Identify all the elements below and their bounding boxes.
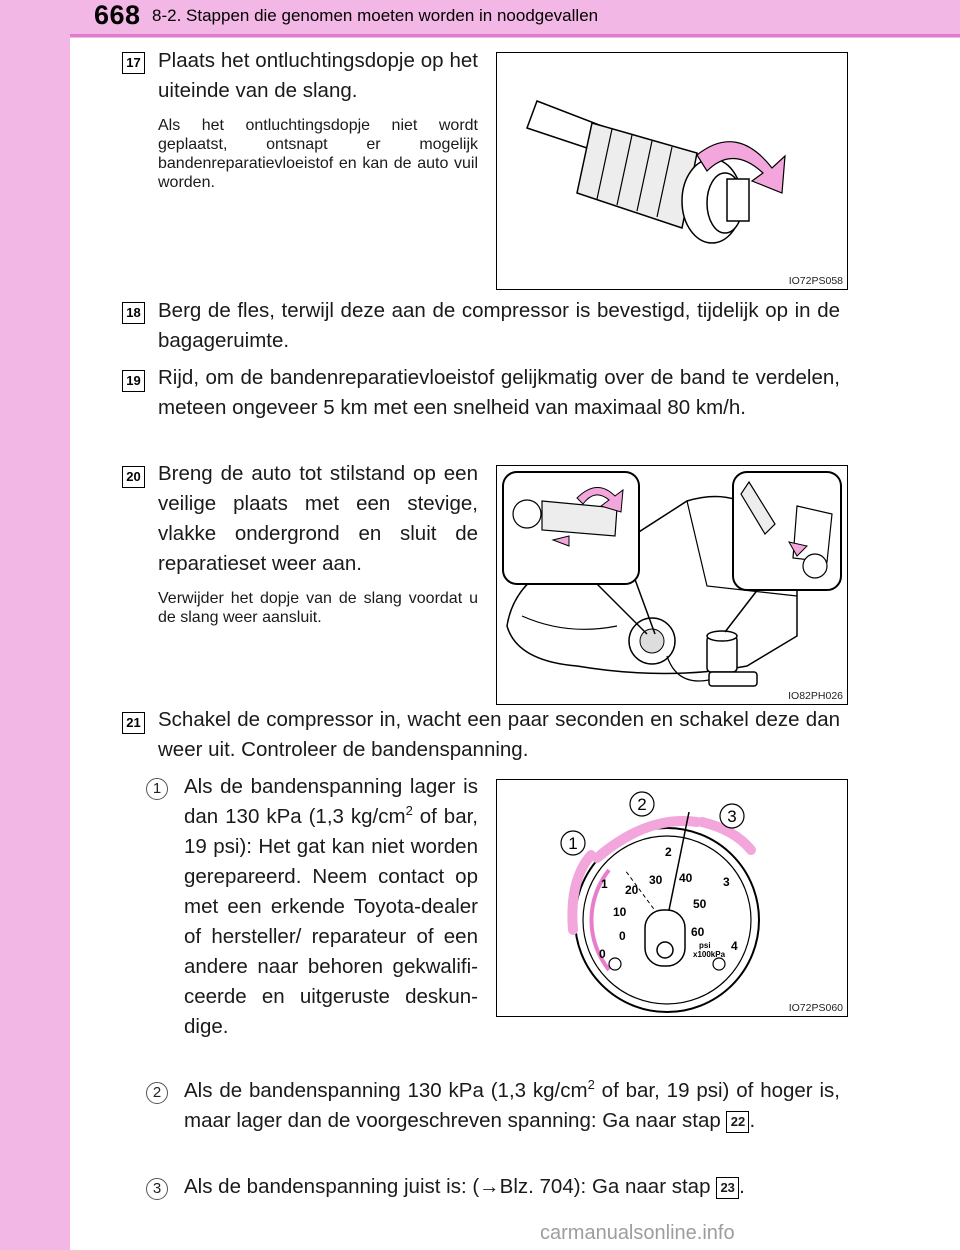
inner-scale-50: 50: [693, 897, 707, 911]
step-21-text: Schakel de compressor in, wacht een paar seconden en schakel deze dan weer uit. Controleer de bandenspanning.: [158, 708, 840, 761]
substep-badge-1: 1: [146, 778, 168, 800]
step-badge-21: 21: [122, 712, 145, 734]
figure-car-reconnect: [496, 465, 848, 705]
pressure-gauge-illustration: [497, 780, 847, 1016]
header-rule: [70, 34, 960, 37]
outer-scale-3: 3: [723, 875, 730, 889]
figure-hose-cap: [496, 52, 848, 290]
outer-scale-0: 0: [599, 947, 606, 961]
step-ref-22[interactable]: 22: [726, 1111, 749, 1133]
substep-2-text: Als de bandenspanning 130 kPa (1,3 $kg/cm^2$ of bar, 19 psi) of hoger is, maar lager dan de voorgeschreven spanning: Ga naar stap 22 .: [184, 1077, 840, 1132]
figure-code: IO82PH026: [788, 690, 843, 702]
unit-kpa: x100kPa: [693, 950, 726, 959]
outer-scale-4: 4: [731, 939, 738, 953]
hose-cap-illustration: [497, 53, 847, 289]
substep-1-text: Als de bandenspanning lager is dan 130 kPa (1,3 $kg/cm^2$ of bar, 19 psi): Het gat kan niet worden gerepareerd. Neem contact op met een erkende Toyota-dealer of hersteller/ reparateur of een andere naar behoren gekwalificeerde en uitgeruste deskundige.: [184, 775, 478, 1038]
inner-scale-10: 10: [613, 905, 627, 919]
step-17-note: Als het ontluchtingsdopje niet wordt geplaatst, ontsnapt er mogelijk bandenreparatievloeistof en kan de auto vuil worden.: [158, 117, 478, 191]
outer-scale-2: 2: [665, 845, 672, 859]
substep-3-text: Als de bandenspanning juist is: (→Blz. 704): Ga naar stap 23 .: [184, 1175, 745, 1198]
inner-scale-60: 60: [691, 925, 705, 939]
callout-3: 3: [727, 807, 737, 826]
inner-scale-40: 40: [679, 871, 693, 885]
outer-scale-1: 1: [601, 877, 608, 891]
step-17-text: Plaats het ontluchtingsdopje op het uiteinde van de slang.: [158, 49, 478, 102]
page-side-band: [0, 0, 70, 1250]
page-number: 668: [94, 0, 141, 30]
substep-badge-3: 3: [146, 1178, 168, 1200]
callout-2: 2: [637, 795, 647, 814]
step-badge-20: 20: [122, 466, 145, 488]
watermark: carmanualsonline.info: [540, 1222, 735, 1244]
inner-scale-20: 20: [625, 883, 639, 897]
step-18-text: Berg de fles, terwijl deze aan de compressor is bevestigd, tijdelijk op in de bagageruimte.: [158, 299, 840, 352]
car-compressor-illustration: [497, 466, 847, 704]
step-20-text: Breng de auto tot stilstand op een veilige plaats met een stevige, vlakke ondergrond en sluit de reparatieset weer aan.: [158, 462, 478, 575]
inner-scale-30: 30: [649, 873, 663, 887]
figure-code: IO72PS058: [788, 275, 843, 287]
unit-psi: psi: [699, 941, 711, 950]
step-19-text: Rijd, om de bandenreparatievloeistof gelijkmatig over de band te verdelen, meteen ongeveer 5 km met een snelheid van maximaal 80 km/h.: [158, 366, 840, 419]
step-ref-23[interactable]: 23: [716, 1177, 739, 1199]
inner-scale-0: 0: [619, 929, 626, 943]
step-20-note: Verwijder het dopje van de slang voordat u de slang weer aansluit.: [158, 590, 478, 626]
step-badge-18: 18: [122, 302, 145, 324]
step-badge-17: 17: [122, 52, 145, 74]
callout-1: 1: [568, 834, 578, 853]
substep-badge-2: 2: [146, 1082, 168, 1104]
figure-code: IO72PS060: [788, 1002, 843, 1014]
figure-pressure-gauge: [496, 779, 848, 1017]
section-title: 8-2. Stappen die genomen moeten worden in noodgevallen: [152, 6, 599, 25]
step-badge-19: 19: [122, 370, 145, 392]
